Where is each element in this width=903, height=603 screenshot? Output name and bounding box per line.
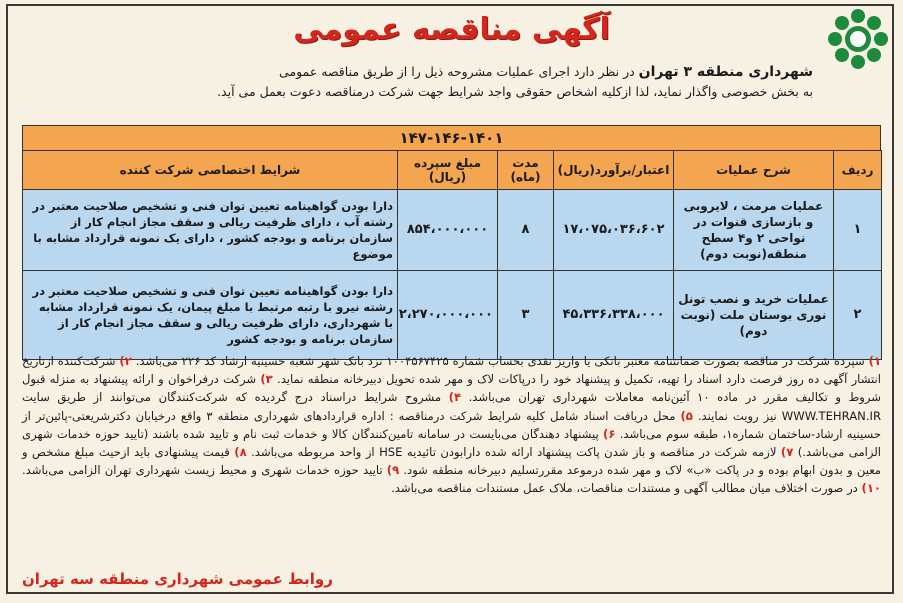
- intro-line-1: در نظر دارد اجرای عملیات مشروحه ذیل را از طریق مناقصه عمومی: [279, 64, 635, 79]
- header-deposit: مبلغ سپرده (ریال): [398, 151, 498, 190]
- table-row: [23, 190, 882, 271]
- row-number: ۱: [834, 190, 882, 271]
- condition-text: قیمت پیشنهادی باید ازحیث مبلغ مشخص و معین و بدون ابهام بوده و در پاکت «ب» لاک و مهر شده درموعد مقررتسلیم دبیرخانه منطقه شود.: [22, 445, 882, 478]
- row-number: ۲: [834, 271, 882, 360]
- condition-number: ۳): [260, 372, 273, 387]
- condition-text: در صورت اختلاف میان مطالب آگهی و مستندات مناقصات، ملاک عمل مستندات مناقصه می‌باشد.: [391, 481, 858, 496]
- condition-number: ۲): [119, 354, 132, 368]
- intro-line-2: به بخش خصوصی واگذار نماید، لذا ازکلیه اشخاص حقوقی واجد شرایط جهت شرکت درمناقصه دعوت بعمل می آید.: [217, 84, 813, 99]
- row-conditions: دارا بودن گواهینامه تعیین توان فنی و تشخیص صلاحیت معتبر در رشته آب ، دارای ظرفیت ریالی و سقف مجاز انجام کار از سازمان برنامه و بودجه کشور ، دارای یک نمونه قرارداد مشابه با موضوع: [23, 190, 398, 271]
- table-row: [23, 271, 882, 360]
- row-budget: ۴۵،۳۳۶،۳۳۸،۰۰۰: [554, 271, 674, 360]
- municipality-name: شهرداری منطقه ۳ تهران: [638, 64, 813, 80]
- header-conditions: شرایط اختصاصی شرکت کننده: [23, 151, 398, 190]
- condition-text: تایید حوزه خدمات شهری و محیط زیست شهرداری تهران الزامی می‌باشد.: [22, 463, 383, 478]
- condition-number: ۱۰): [861, 481, 881, 496]
- condition-number: ۷): [780, 445, 794, 460]
- condition-number: ۴): [448, 390, 462, 405]
- header-row-no: ردیف: [834, 151, 882, 190]
- row-conditions: دارا بودن گواهینامه تعیین توان فنی و تشخیص صلاحیت معتبر در رشته نیرو با رتبه مرتبط با مبلغ پیمان، یک نمونه قرارداد مشابه با شهرداری، دارای ظرفیت ریالی و سقف مجاز انجام کار از سازمان برنامه و بودجه کشور: [23, 271, 398, 360]
- row-description: عملیات مرمت ، لایروبی و بازسازی قنوات در نواحی ۲ و۴ سطح منطقه(نوبت دوم): [674, 190, 834, 271]
- row-budget: ۱۷،۰۷۵،۰۳۶،۶۰۲: [554, 190, 674, 271]
- condition-number: ۶): [603, 426, 616, 441]
- notice-title: آگهی مناقصه عمومی: [293, 12, 610, 47]
- row-description: عملیات خرید و نصب تونل نوری بوستان ملت (نوبت دوم): [674, 271, 834, 360]
- condition-number: ۸): [234, 445, 247, 460]
- condition-number: ۱): [868, 354, 882, 368]
- row-deposit: ۸۵۴،۰۰۰،۰۰۰: [398, 190, 498, 271]
- conditions-list: [22, 352, 881, 498]
- header-duration: مدت (ماه): [498, 151, 554, 190]
- header-budget: اعتبار/برآورد(ریال): [554, 151, 674, 190]
- condition-number: ۹): [386, 463, 400, 478]
- condition-text: سپرده شرکت در مناقصه بصورت ضمانتنامه معتبر بانکی یا واریز نقدی بحساب شماره ۱۰۰۴۵۶۷۴۲۵ نزد بانک شهر شعبه حسینیه ارشاد کد ۲۲۶ می‌باشد.: [135, 354, 865, 368]
- operations-table: [22, 150, 882, 360]
- condition-text: لازمه شرکت در مناقصه و باز شدن پاکت پیشنهاد ارائه شده دارابودن تائیدیه HSE از واحد مربوطه می‌باشد.: [251, 445, 777, 460]
- condition-text: محل دریافت اسناد شامل کلیه شرایط شرکت درمناقصه : اداره قراردادهای شهرداری منطقه ۳ واقع درخیابان دکترشریعتی-پائین‌تر از حسینیه ارشاد-ساختمان شماره۱، طبقه سوم می‌باشد.: [22, 408, 882, 441]
- table-header-row: [23, 151, 882, 190]
- tender-number: ۱۴۷-۱۴۶-۱۴۰۱: [22, 125, 881, 151]
- header-description: شرح عملیات: [674, 151, 834, 190]
- condition-text: شرکت درفراخوان و ارائه پیشنهاد به منزله قبول شروط و تکالیف مقرر در ماده ۱۰ آئین‌نامه معاملات شهرداری تهران می‌باشد.: [22, 372, 882, 405]
- row-deposit: ۲،۲۷۰،۰۰۰،۰۰۰: [398, 271, 498, 360]
- row-duration: ۸: [498, 190, 554, 271]
- row-duration: ۳: [498, 271, 554, 360]
- condition-text: مشروح شرایط دراسناد درج گردیده که شرکت‌کنندگان می‌توانند از طریق سایت WWW.TEHRAN.IR نیز رویت نمایند.: [22, 390, 882, 423]
- condition-text: شرکت‌کننده ازتاریخ انتشار آگهی ده روز فرصت دارد اسناد را تهیه، تکمیل و پیشنهاد خود را درپاکات لاک و مهر شده تحویل دبیرخانه منطقه نماید.: [22, 354, 881, 387]
- footer-signature: روابط عمومی شهرداری منطقه سه تهران: [22, 570, 333, 588]
- condition-number: ۵): [680, 408, 693, 423]
- condition-text: پیشنهاد دهندگان می‌بایست در سامانه تامین‌کنندگان کالا و خدمات ثبت نام و تایید شده باشند (تایید حوزه خدمات شهری الزامی می‌باشد.): [22, 426, 882, 460]
- intro-text: [30, 62, 813, 101]
